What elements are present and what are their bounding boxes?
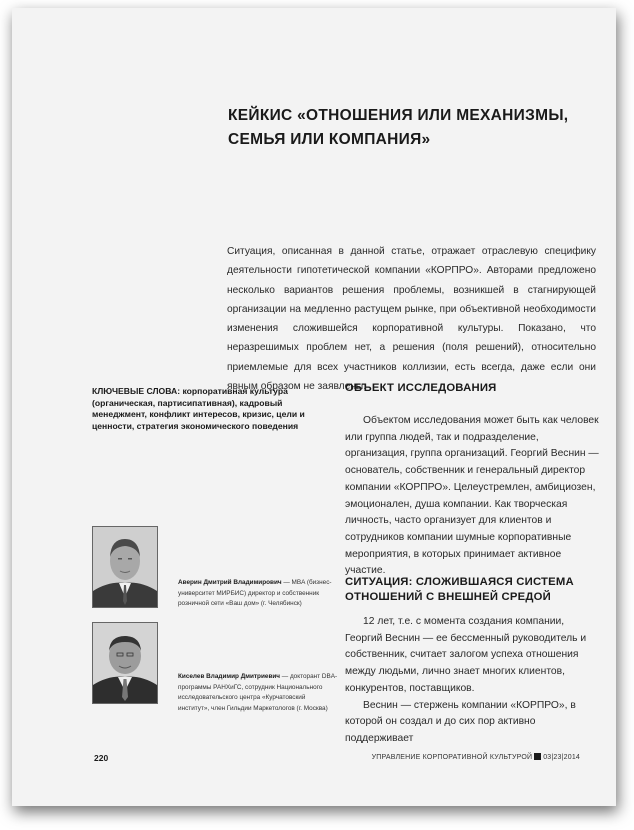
author-portrait-icon <box>93 527 157 607</box>
journal-name: УПРАВЛЕНИЕ КОРПОРАТИВНОЙ КУЛЬТУРОЙ <box>371 754 533 761</box>
author-name: Киселев Владимир Дмитриевич <box>178 673 281 680</box>
section-heading-object: ОБЪЕКТ ИССЛЕДОВАНИЯ <box>345 382 497 394</box>
author-name: Аверин Дмитрий Владимирович <box>178 579 282 586</box>
section-heading-line: СИТУАЦИЯ: СЛОЖИВШАЯСЯ СИСТЕМА <box>345 576 574 588</box>
section-body-object <box>345 413 601 580</box>
paragraph: Объектом исследования может быть как человек или группа людей, так и подразделение, организация, группа организаций. Георгий Веснин — основатель, собственник и генеральный директор компании «КОРПРО». Целеустремлен, амбициозен, эмоционален, душа компании. Как творческая личность, часто организует для клиентов и сотрудников компании шумные корпоративные мероприятия, в которых принимает активное участие. <box>345 415 599 577</box>
author-photo-averin <box>92 526 158 608</box>
keywords: КЛЮЧЕВЫЕ СЛОВА: корпоративная культура (органическая, партисипативная), кадровый менеджмент, конфликт интересов, кризис, цели и ценности, стратегия экономического поведения <box>92 386 305 431</box>
author-portrait-icon <box>93 623 157 703</box>
section-body-situation <box>345 614 601 748</box>
section-heading-situation <box>345 575 574 605</box>
author-caption-averin <box>178 578 338 610</box>
section-heading-line: ОТНОШЕНИЙ С ВНЕШНЕЙ СРЕДОЙ <box>345 591 551 603</box>
author-photo-kiselev <box>92 622 158 704</box>
abstract: Ситуация, описанная в данной статье, отражает отраслевую специфику деятельности гипотетической компании «КОРПРО». Авторами предложено несколько вариантов решения проблемы, возникшей в стагнирующей организации на медленно растущем рынке, при объективной необходимости изменения сложившейся корпоративной культуры. Показано, что неразрешимых проблем нет, а решения (поля решений), относительно приемлемые для всех участников коллизии, есть всегда, даже если они явным образом не заявлены. <box>227 246 596 393</box>
magazine-page <box>12 8 616 806</box>
journal-issue: 03|23|2014 <box>543 754 580 761</box>
author-caption-kiselev <box>178 672 338 714</box>
page-number: 220 <box>94 753 109 763</box>
paragraph: 12 лет, т.е. с момента создания компании, Георгий Веснин — ее бессменный руководитель и собственник, считает залогом успеха отношения между людьми, лично знает многих клиентов, конкурентов, поставщиков. <box>345 616 587 694</box>
author-bio: — MBA (бизнес-университет МИРБИС) директор и собственник розничной сети «Ваш дом» (г. Челябинск) <box>178 579 332 608</box>
journal-footer <box>372 753 580 761</box>
square-icon <box>534 753 541 760</box>
author-bio: — докторант DBA-программы РАНХиГС, сотрудник Национального исследовательского центра «Курчатовский институт», член Гильдии Маркетологов (г. Москва) <box>178 673 338 712</box>
article-title <box>228 104 608 152</box>
article-title-line1: КЕЙКИС «ОТНОШЕНИЯ ИЛИ МЕХАНИЗМЫ, <box>228 107 569 124</box>
article-title-line2: СЕМЬЯ ИЛИ КОМПАНИЯ» <box>228 131 431 148</box>
paragraph: Веснин — стержень компании «КОРПРО», в которой он создал и до сих пор активно поддерживает <box>345 699 576 744</box>
